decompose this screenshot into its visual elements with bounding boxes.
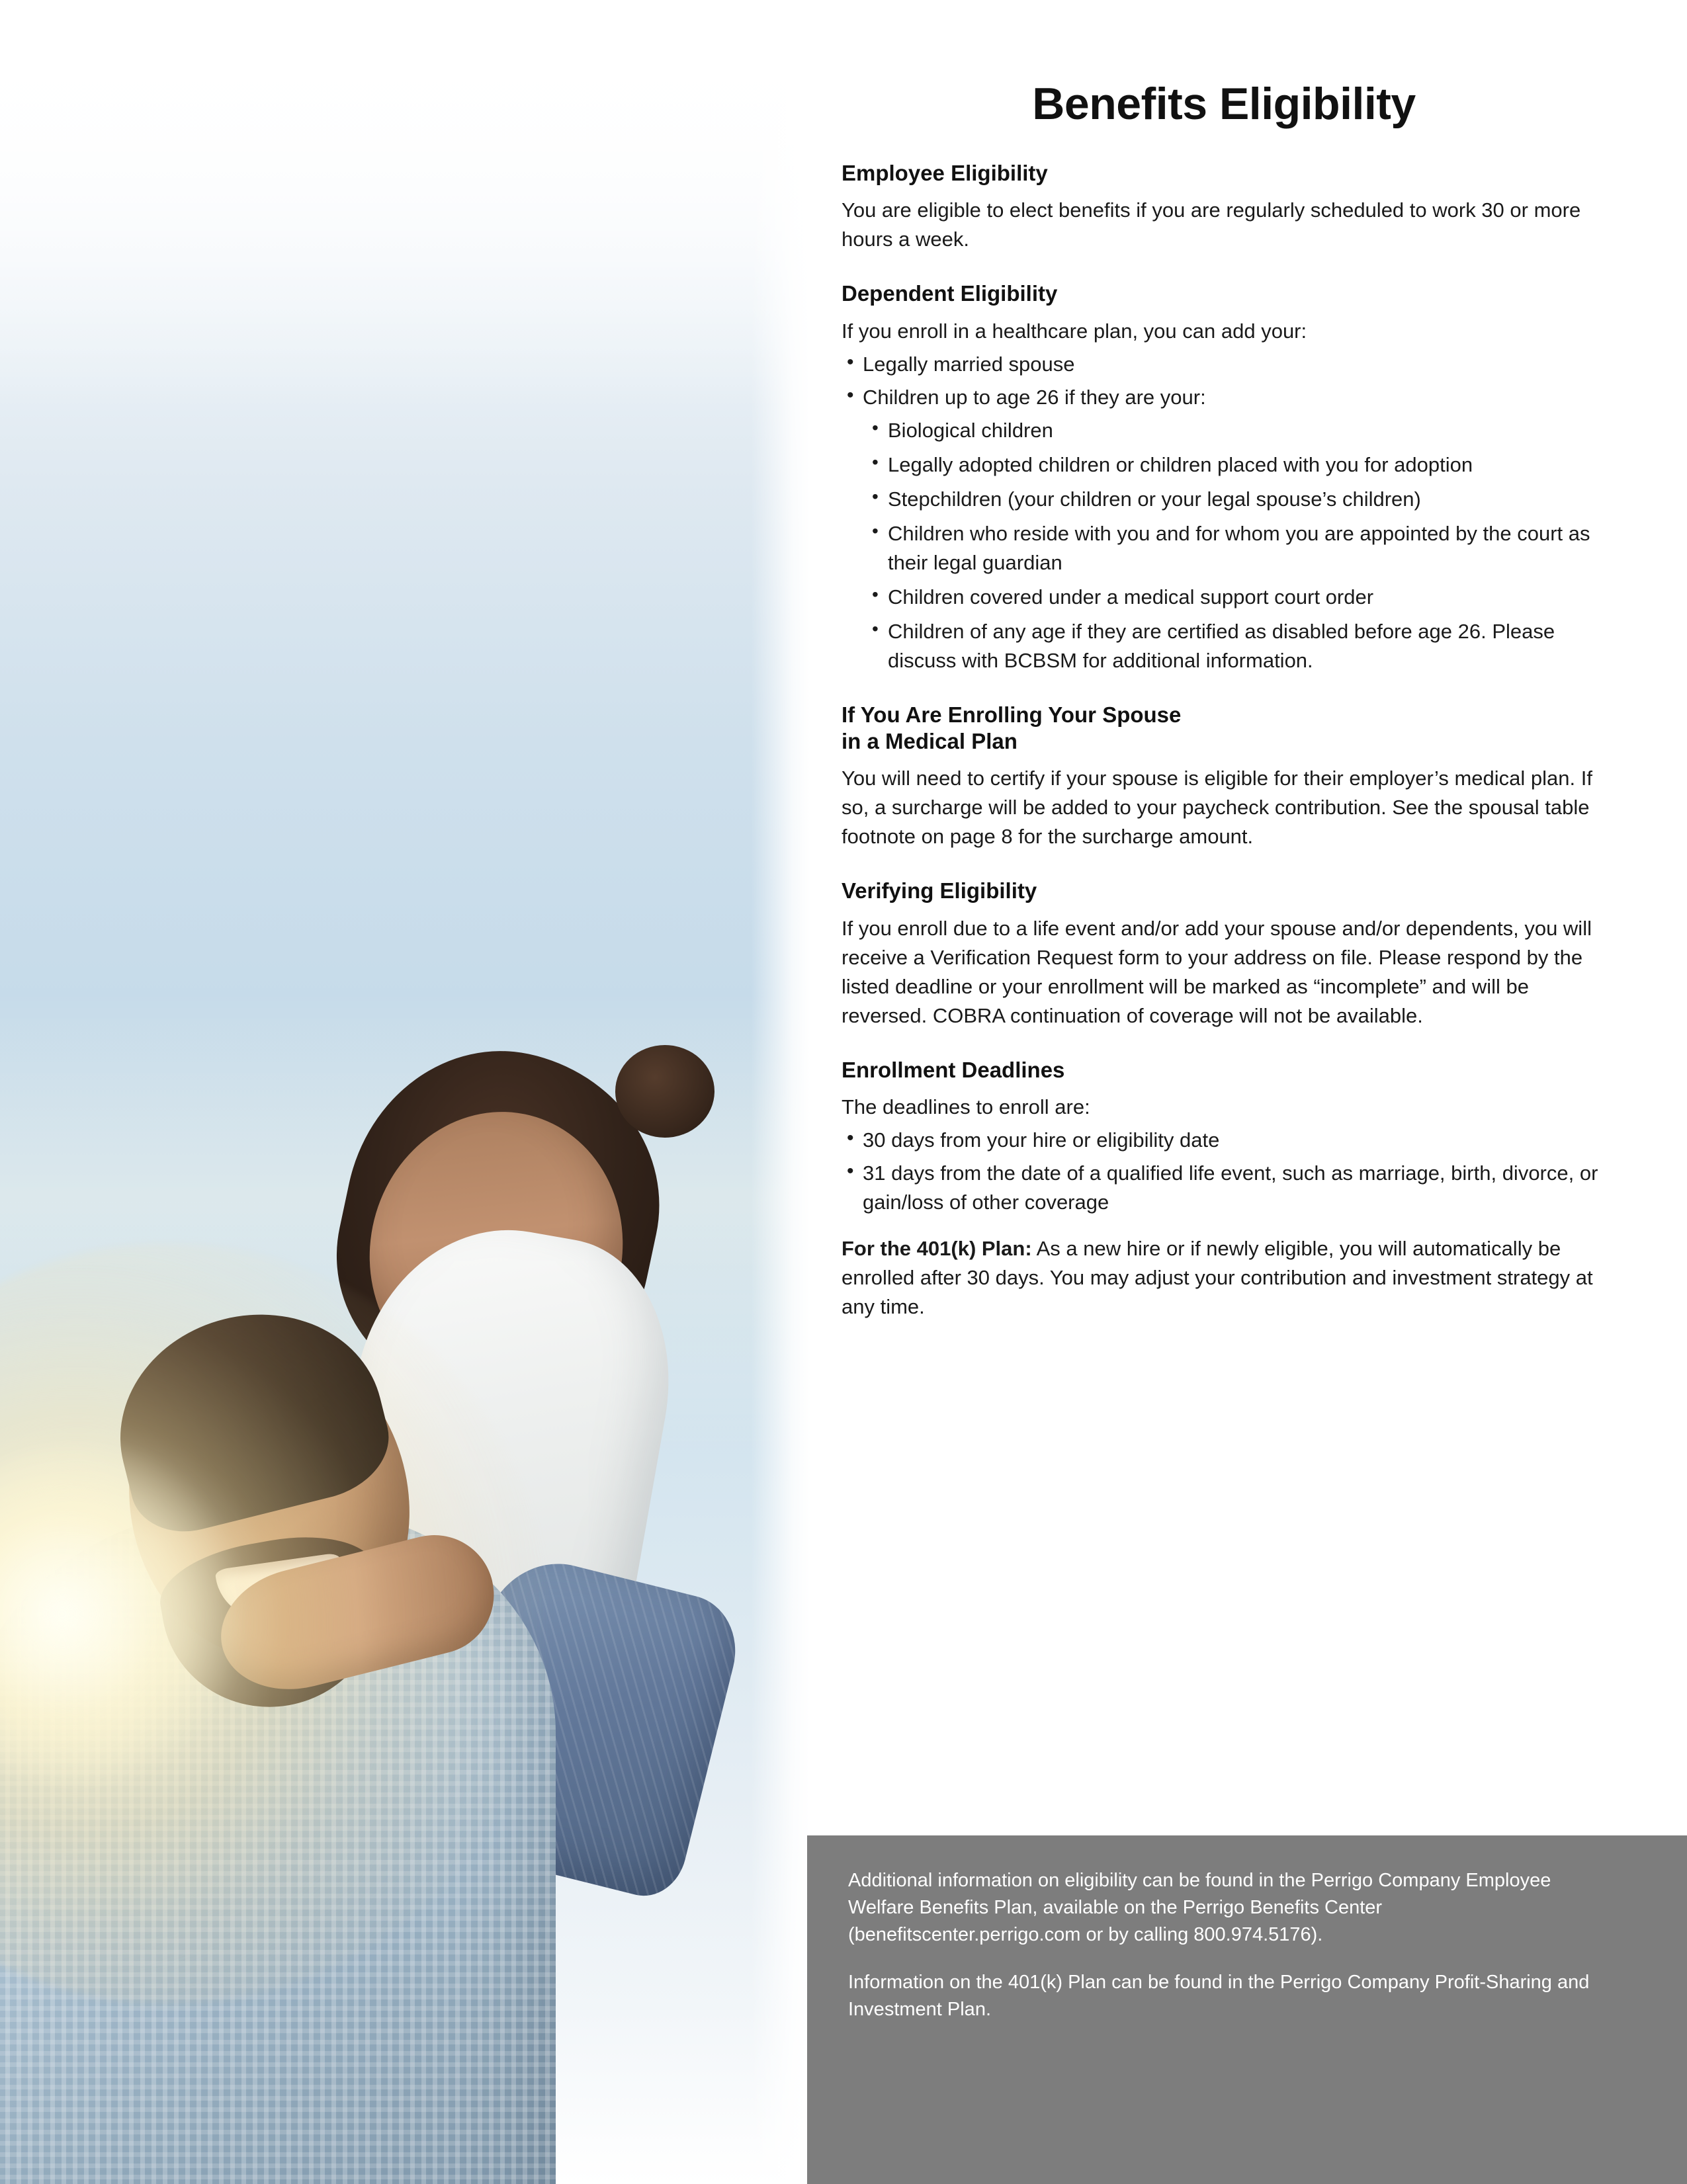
heading-verifying-eligibility: Verifying Eligibility xyxy=(842,878,1037,903)
list-item: • 30 days from your hire or eligibility date xyxy=(842,1126,1608,1155)
paragraph-401k xyxy=(842,1234,1608,1322)
list-item: • Children up to age 26 if they are your: xyxy=(842,383,1608,412)
list-item: • Legally adopted children or children placed with you for adoption xyxy=(867,450,1608,480)
list-item: • Children of any age if they are certified as disabled before age 26. Please discuss with BCBSM for additional information. xyxy=(867,617,1608,675)
label-401k-plan: For the 401(k) Plan: xyxy=(842,1236,1032,1260)
heading-spouse-line2: in a Medical Plan xyxy=(842,728,1017,753)
paragraph-dependent-intro: If you enroll in a healthcare plan, you can add your: xyxy=(842,319,1307,343)
list-item: • Children covered under a medical support court order xyxy=(867,583,1608,612)
photo-bottom-fade xyxy=(0,2078,810,2184)
paragraph-employee-eligibility: You are eligible to elect benefits if you are regularly scheduled to work 30 or more hours a week. xyxy=(842,198,1581,251)
photo-right-fade xyxy=(751,0,810,2184)
heading-spouse-enrolling xyxy=(842,702,1608,755)
text-401k-plan: As a new hire or if newly eligible, you will automatically be enrolled after 30 days. You may adjust your contribution and investment strategy at any time. xyxy=(842,1236,1593,1318)
heading-employee-eligibility: Employee Eligibility xyxy=(842,161,1048,185)
photo-top-fade xyxy=(0,0,810,410)
paragraph-verifying-eligibility: If you enroll due to a life event and/or add your spouse and/or dependents, you will receive a Verification Request form to your address on file. Please respond by the listed deadline or your enrollment will be marked as “incomplete” and will be reversed. COBRA continuation of coverage will not be available. xyxy=(842,916,1592,1027)
footer-note-box xyxy=(807,1835,1687,2184)
paragraph-spouse-enrolling: You will need to certify if your spouse is eligible for their employer’s medical plan. If so, a surcharge will be added to your paycheck contribution. See the spousal table footnote on page 8 for the surcharge amount. xyxy=(842,767,1592,849)
hero-photo xyxy=(0,0,810,2184)
child-hair-bun xyxy=(615,1045,714,1138)
footer-note-content xyxy=(807,1835,1687,2023)
heading-spouse-line1: If You Are Enrolling Your Spouse xyxy=(842,702,1182,727)
page-title: Benefits Eligibility xyxy=(1032,79,1416,129)
heading-dependent-eligibility: Dependent Eligibility xyxy=(842,281,1058,306)
list-item: • 31 days from the date of a qualified life event, such as marriage, birth, divorce, or gain/loss of other coverage xyxy=(842,1159,1608,1217)
list-item: • Legally married spouse xyxy=(842,350,1608,379)
deadlines-bullet-list xyxy=(842,1126,1608,1217)
heading-enrollment-deadlines: Enrollment Deadlines xyxy=(842,1057,1065,1082)
dependent-bullet-list xyxy=(842,350,1608,412)
body-content xyxy=(839,160,1687,1322)
footer-paragraph-2: Information on the 401(k) Plan can be found in the Perrigo Company Profit-Sharing and Investment Plan. xyxy=(848,1971,1590,2020)
dependent-sub-bullet-list xyxy=(842,416,1608,675)
list-item: • Stepchildren (your children or your legal spouse’s children) xyxy=(867,485,1608,514)
paragraph-deadlines-intro: The deadlines to enroll are: xyxy=(842,1095,1090,1118)
footer-paragraph-1: Additional information on eligibility can be found in the Perrigo Company Employee Welfare Benefits Plan, available on the Perrigo Benefits Center (benefitscenter.perrigo.com or by calling 800.974.5176). xyxy=(848,1870,1551,1946)
list-item: • Biological children xyxy=(867,416,1608,445)
list-item: • Children who reside with you and for whom you are appointed by the court as their legal guardian xyxy=(867,519,1608,577)
